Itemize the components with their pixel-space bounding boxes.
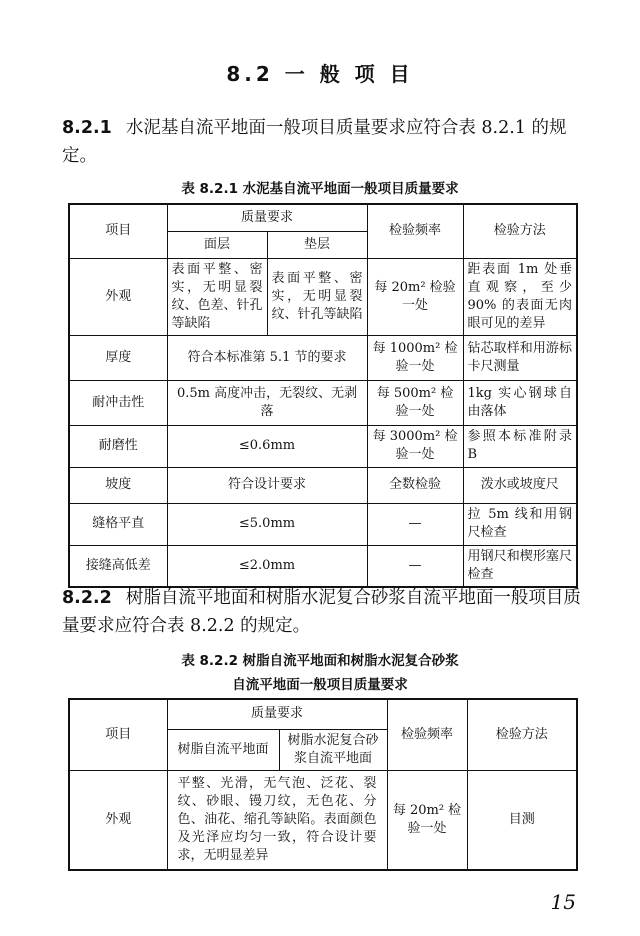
row-method: 用钢尺和楔形塞尺检查 — [463, 545, 577, 587]
row-quality: 0.5m 高度冲击，无裂纹、无剥落 — [167, 380, 367, 425]
quality-table-8-2-1 — [68, 203, 578, 588]
clause-number: 8.2.2 — [62, 588, 112, 608]
header-quality: 质量要求 — [167, 699, 387, 729]
row-quality: ≤5.0mm — [167, 503, 367, 545]
clause-text: 树脂自流平地面和树脂水泥复合砂浆自流平地面一般项目质量要求应符合表 8.2.2 的规定。 — [62, 588, 581, 636]
row-method: 泼水或坡度尺 — [463, 467, 577, 503]
row-item: 外观 — [69, 258, 167, 335]
row-quality: ≤0.6mm — [167, 425, 367, 467]
table-row — [69, 770, 577, 870]
row-item: 坡度 — [69, 467, 167, 503]
table-row — [69, 380, 577, 425]
paragraph-8-2-1 — [62, 114, 584, 170]
row-item: 缝格平直 — [69, 503, 167, 545]
row-frequency: 每 3000m² 检验一处 — [367, 425, 463, 467]
row-frequency: — — [367, 503, 463, 545]
header-cushion: 垫层 — [267, 231, 367, 258]
header-resin: 树脂自流平地面 — [167, 729, 279, 770]
row-quality: 平整、光滑，无气泡、泛花、裂纹、砂眼、镘刀纹，无色花、分色、油花、缩孔等缺陷。表面颜色及光泽应均匀一致，符合设计要求，无明显差异 — [167, 770, 387, 870]
row-frequency: 每 20m² 检验一处 — [367, 258, 463, 335]
row-quality: 符合设计要求 — [167, 467, 367, 503]
row-quality: ≤2.0mm — [167, 545, 367, 587]
row-method: 钻芯取样和用游标卡尺测量 — [463, 335, 577, 380]
row-frequency: 每 500m² 检验一处 — [367, 380, 463, 425]
row-item: 外观 — [69, 770, 167, 870]
table-row — [69, 425, 577, 467]
table-row — [69, 258, 577, 335]
table-caption-line1: 表 8.2.2 树脂自流平地面和树脂水泥复合砂浆 — [181, 653, 459, 669]
header-composite: 树脂水泥复合砂浆自流平地面 — [279, 729, 387, 770]
row-item: 厚度 — [69, 335, 167, 380]
row-item: 耐冲击性 — [69, 380, 167, 425]
quality-table-8-2-2 — [68, 698, 578, 871]
row-method: 目测 — [467, 770, 577, 870]
header-method: 检验方法 — [463, 204, 577, 258]
row-method: 1kg 实心钢球自由落体 — [463, 380, 577, 425]
header-item: 项目 — [69, 699, 167, 770]
section-title: 8.2 一 般 项 目 — [226, 62, 414, 86]
row-item: 接缝高低差 — [69, 545, 167, 587]
row-frequency: — — [367, 545, 463, 587]
header-method: 检验方法 — [467, 699, 577, 770]
header-frequency: 检验频率 — [387, 699, 467, 770]
header-quality: 质量要求 — [167, 204, 367, 231]
table-row — [69, 467, 577, 503]
row-frequency: 每 20m² 检验一处 — [387, 770, 467, 870]
header-surface: 面层 — [167, 231, 267, 258]
table-row — [69, 545, 577, 587]
table-caption-line2: 自流平地面一般项目质量要求 — [232, 677, 408, 693]
header-item: 项目 — [69, 204, 167, 258]
row-item: 耐磨性 — [69, 425, 167, 467]
table-row — [69, 335, 577, 380]
row-method: 距表面 1m 处垂直观察，至少 90% 的表面无肉眼可见的差异 — [463, 258, 577, 335]
paragraph-8-2-2 — [62, 584, 584, 640]
table-caption: 表 8.2.1 水泥基自流平地面一般项目质量要求 — [181, 181, 459, 197]
clause-number: 8.2.1 — [62, 118, 112, 138]
row-frequency: 每 1000m² 检验一处 — [367, 335, 463, 380]
row-method: 参照本标准附录 B — [463, 425, 577, 467]
header-frequency: 检验频率 — [367, 204, 463, 258]
table-row — [69, 503, 577, 545]
row-method: 拉 5m 线和用钢尺检查 — [463, 503, 577, 545]
clause-text: 水泥基自流平地面一般项目质量要求应符合表 8.2.1 的规定。 — [62, 118, 567, 166]
page-number: 15 — [550, 890, 576, 914]
row-surface: 表面平整、密实，无明显裂纹、色差、针孔等缺陷 — [167, 258, 267, 335]
row-frequency: 全数检验 — [367, 467, 463, 503]
row-cushion: 表面平整、密实，无明显裂纹、针孔等缺陷 — [267, 258, 367, 335]
row-quality: 符合本标准第 5.1 节的要求 — [167, 335, 367, 380]
